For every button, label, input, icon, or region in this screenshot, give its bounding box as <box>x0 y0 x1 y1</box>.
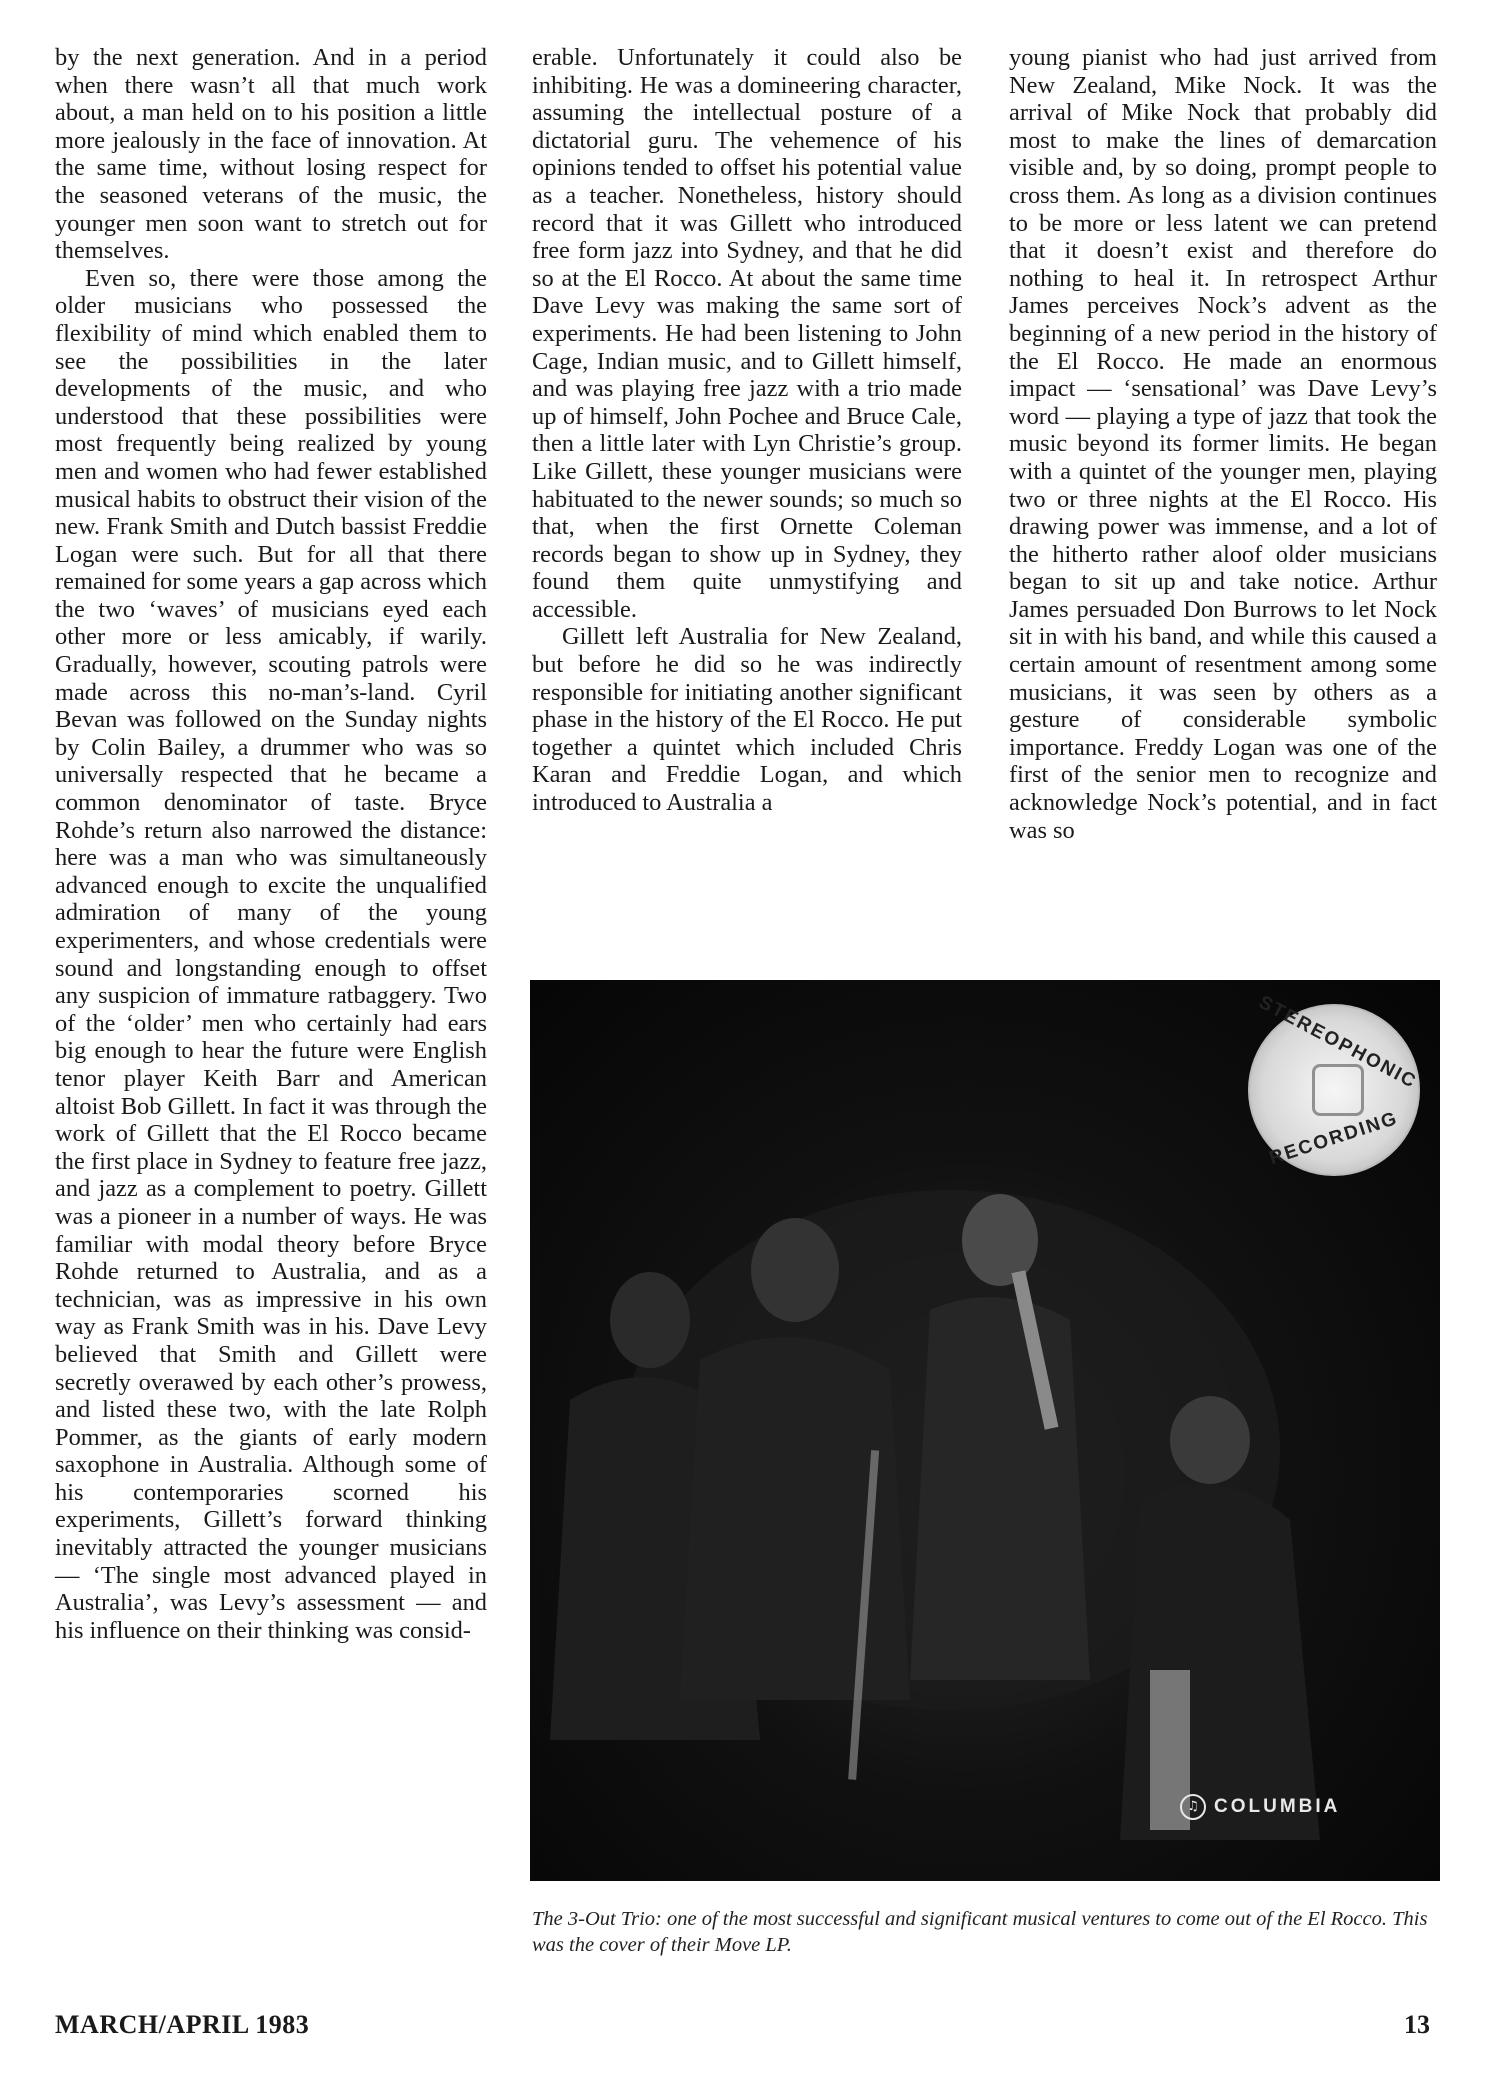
music-note-icon: ♫ <box>1180 1794 1206 1820</box>
article-column-2 <box>532 44 962 817</box>
stereophonic-badge <box>1248 991 1421 1176</box>
page-number: 13 <box>1404 2010 1430 2039</box>
paragraph: erable. Unfortunately it could also be inhibiting. He was a domineering character, assuming the intellectual posture of a dictatorial guru. The vehemence of his opinions tended to offset his potential value as a teacher. Nonetheless, history should record that it was Gillett who introduced free form jazz into Sydney, and that he did so at the El Rocco. At about the same time Dave Levy was making the same sort of experiments. He had been listening to John Cage, Indian music, and to Gillett himself, and was playing free jazz with a trio made up of himself, John Pochee and Bruce Cale, then a little later with Lyn Christie’s group. Like Gillett, these younger musicians were habituated to the newer sounds; so much so that, when the first Ornette Coleman records began to show up in Sydney, they found them quite unmystifying and accessible. <box>532 44 962 623</box>
paragraph: Even so, there were those among the older musicians who possessed the flexibility of mind which enabled them to see the possibilities in the later developments of the music, and who understood that these possibilities were most frequently being realized by young men and women who had fewer established musical habits to obstruct their vision of the new. Frank Smith and Dutch bassist Freddie Logan were such. But for all that there remained for some years a gap across which the two ‘waves’ of musicians eyed each other more or less amicably, if warily. Gradually, however, scouting patrols were made across this no-man’s-land. Cyril Bevan was followed on the Sunday nights by Colin Bailey, a drummer who was so universally respected that he became a common denominator of taste. Bryce Rohde’s return also narrowed the distance: here was a man who was simultaneously advanced enough to excite the unqualified admiration of many of the young experimenters, and whose credentials were sound and longstanding enough to offset any suspicion of immature ratbaggery. Two of the ‘older’ men who certainly had ears big enough to hear the future were English tenor player Keith Barr and American altoist Bob Gillett. In fact it was through the work of Gillett that the El Rocco became the first place in Sydney to feature free jazz, and jazz as a complement to poetry. Gillett was a pioneer in a number of ways. He was familiar with modal theory before Bryce Rohde returned to Australia, and as a technician, was as impressive in his own way as Frank Smith was in his. Dave Levy believed that Smith and Gillett were secretly overawed by each other’s prowess, and listed these two, with the late Rolph Pommer, as the giants of early modern saxophone in Australia. Although some of his contemporaries scorned his experiments, Gillett’s forward thinking inevitably attracted the younger musicians — ‘The single most advanced played in Australia’, was Levy’s assessment — and his influence on their thinking was consid- <box>55 264 487 1644</box>
record-icon <box>1312 1064 1364 1116</box>
photo-caption: The 3-Out Trio: one of the most successful and significant musical ventures to come out of the El Rocco. This was the cover of their Move LP. <box>532 1908 1428 1956</box>
paragraph: by the next generation. And in a period when there wasn’t all that much work about, a man held on to his position a little more jealously in the face of innovation. At the same time, without losing respect for the seasoned veterans of the music, the younger men soon want to stretch out for themselves. <box>55 44 487 265</box>
article-column-1 <box>55 44 487 1644</box>
paragraph: Gillett left Australia for New Zealand, but before he did so he was indirectly responsible for initiating another significant phase in the history of the El Rocco. He put together a quintet which included Chris Karan and Freddie Logan, and which introduced to Australia a <box>532 623 962 817</box>
paragraph: young pianist who had just arrived from New Zealand, Mike Nock. It was the arrival of Mike Nock that probably did most to make the lines of demarcation visible and, by so doing, prompt people to cross them. As long as a division continues to be more or less latent we can pretend that it doesn’t exist and therefore do nothing to heal it. In retrospect Arthur James perceives Nock’s advent as the beginning of a new period in the history of the El Rocco. He made an enormous impact — ‘sensational’ was Dave Levy’s word — playing a type of jazz that took the music beyond its former limits. He began with a quintet of the younger men, playing two or three nights at the El Rocco. His drawing power was immense, and a lot of the hitherto rather aloof older musicians began to sit up and take notice. Arthur James persuaded Don Burrows to let Nock sit in with his band, and while this caused a certain amount of resentment among some musicians, it was seen by others as a gesture of considerable symbolic importance. Freddy Logan was one of the first of the senior men to recognize and acknowledge Nock’s potential, and in fact was so <box>1009 44 1437 844</box>
issue-date: MARCH/APRIL 1983 <box>55 2010 310 2039</box>
badge-bottom-text: RECORDING <box>1266 1107 1401 1170</box>
record-label-logo <box>1180 1794 1340 1820</box>
record-label-name: COLUMBIA <box>1214 1796 1341 1817</box>
article-column-3 <box>1009 44 1437 844</box>
badge-top-text: STEREOPHONIC <box>1255 991 1421 1094</box>
album-cover-photo <box>530 980 1440 1881</box>
